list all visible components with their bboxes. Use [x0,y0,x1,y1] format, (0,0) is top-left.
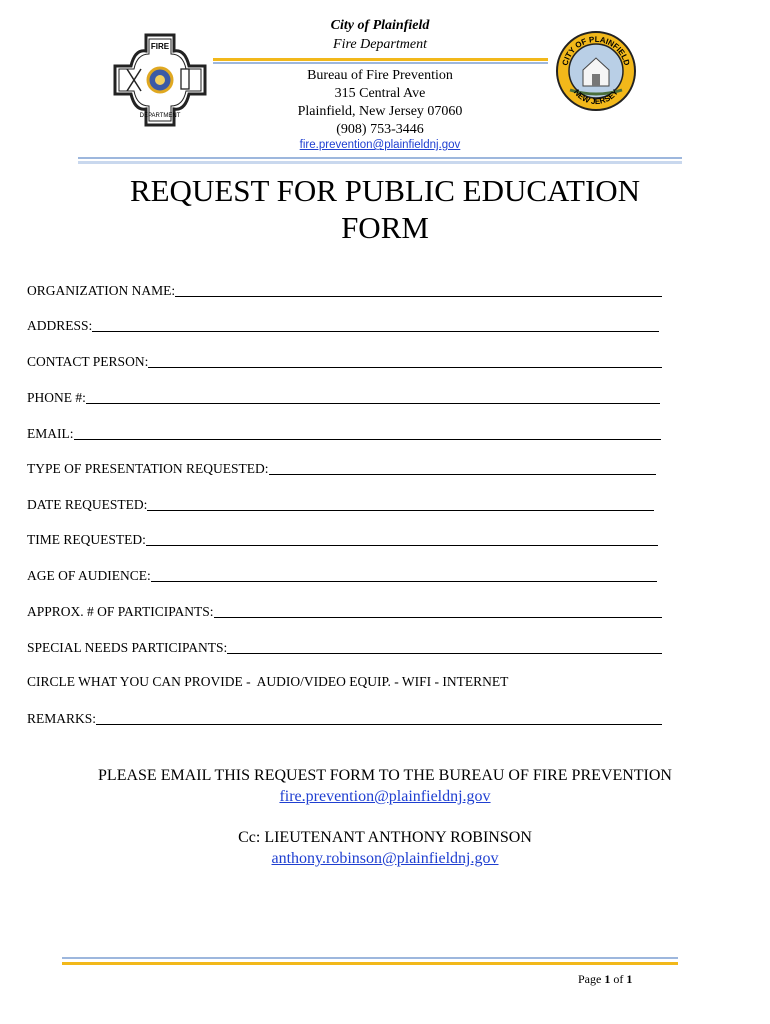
circle-provisions-text: CIRCLE WHAT YOU CAN PROVIDE - AUDIO/VIDEO EQUIP. - WIFI - INTERNET [27,674,509,689]
fill-in-line[interactable] [146,545,658,546]
fill-in-line[interactable] [74,439,662,440]
header-rule-blue [78,157,682,159]
city-state-zip: Plainfield, New Jersey 07060 [297,104,463,119]
field-date-requested[interactable] [27,495,654,513]
form-title-line1: REQUEST FOR PUBLIC EDUCATION [129,173,641,208]
footer-rule-gold [62,962,678,965]
field-label: EMAIL: [27,426,74,441]
form-title-line2: FORM [341,210,429,245]
fill-in-line[interactable] [96,724,662,725]
department-name: Fire Department [333,37,427,52]
robinson-email-link[interactable]: anthony.robinson@plainfieldnj.gov [271,850,499,867]
header-divider-gold [213,58,548,61]
fill-in-line[interactable] [148,367,662,368]
field-address[interactable] [27,316,659,334]
fire-department-logo [113,33,207,127]
fill-in-line[interactable] [92,331,659,332]
bureau-name: Bureau of Fire Prevention [307,68,453,83]
field-email[interactable] [27,424,661,442]
email-instruction: PLEASE EMAIL THIS REQUEST FORM TO THE BUREAU OF FIRE PREVENTION [98,767,672,784]
field-contact-person[interactable] [27,352,662,370]
fill-in-line[interactable] [269,474,656,475]
seal-top-text: CITY OF PLAINFIELD [560,34,632,67]
city-seal-logo [555,30,637,112]
field-label: DATE REQUESTED: [27,497,148,512]
fire-logo-top-text: FIRE [150,42,170,51]
fill-in-line[interactable] [86,403,660,404]
field-label: TIME REQUESTED: [27,532,146,547]
page-of: of [610,972,627,986]
city-name: City of Plainfield [330,18,430,33]
field-label: CONTACT PERSON: [27,354,149,369]
field-label: ADDRESS: [27,318,93,333]
form-title [0,172,770,246]
header-rule-light [78,161,682,164]
page-number [578,972,632,987]
field-label: REMARKS: [27,711,97,726]
field-phone[interactable] [27,388,660,406]
fill-in-line[interactable] [175,296,662,297]
page-prefix: Page [578,972,605,986]
street-address: 315 Central Ave [334,86,426,101]
cc-email-link-wrap [0,849,770,869]
field-remarks[interactable] [27,709,662,727]
header-divider-blue [213,62,548,64]
seal-bottom-text: NEW JERSEY [571,87,621,107]
fire-logo-bottom-text: DEPARTMENT [139,113,181,119]
instruction-email-link-wrap [0,787,770,807]
field-approx-participants[interactable] [27,602,662,620]
field-label: SPECIAL NEEDS PARTICIPANTS: [27,640,228,655]
fill-in-line[interactable] [147,510,654,511]
fill-in-line[interactable] [227,653,662,654]
field-label: APPROX. # OF PARTICIPANTS: [27,604,214,619]
field-label: ORGANIZATION NAME: [27,283,176,298]
field-organization-name[interactable] [27,281,662,299]
field-special-needs[interactable] [27,638,662,656]
page-current: 1 [604,972,611,986]
page-total: 1 [626,972,633,986]
footer-rule-blue [62,957,678,959]
field-age-of-audience[interactable] [27,566,657,584]
header-email-link[interactable]: fire.prevention@plainfieldnj.gov [299,139,461,151]
field-time-requested[interactable] [27,530,658,548]
field-label: AGE OF AUDIENCE: [27,568,151,583]
fire-prevention-email-link[interactable]: fire.prevention@plainfieldnj.gov [279,788,491,805]
field-label: PHONE #: [27,390,86,405]
field-label: TYPE OF PRESENTATION REQUESTED: [27,461,269,476]
field-presentation-type[interactable] [27,459,656,477]
cc-line: Cc: LIEUTENANT ANTHONY ROBINSON [238,829,532,846]
phone-number: (908) 753-3446 [336,122,424,137]
fill-in-line[interactable] [214,617,662,618]
fill-in-line[interactable] [151,581,657,582]
